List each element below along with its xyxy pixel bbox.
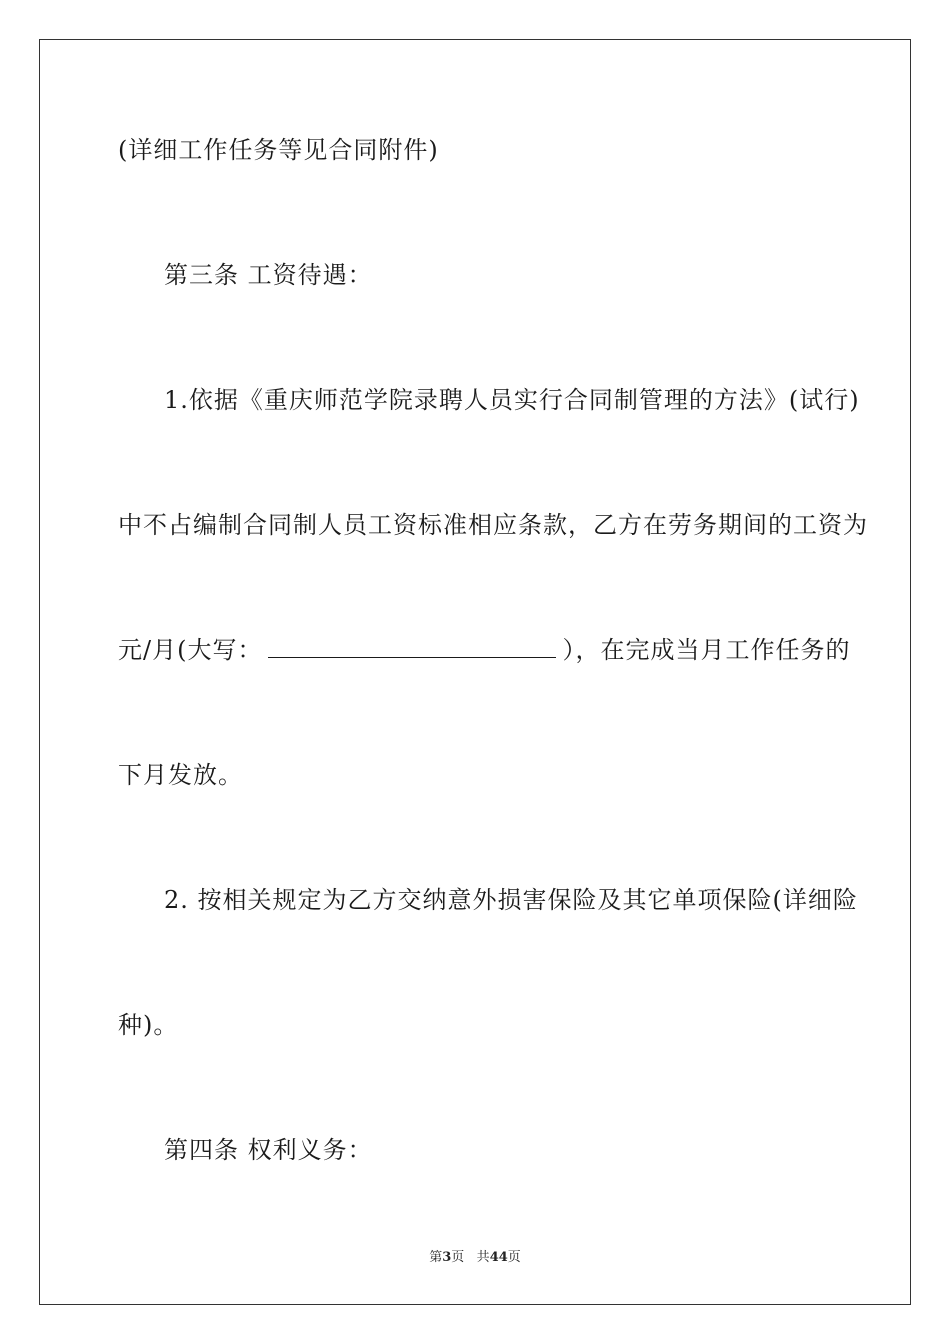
paragraph-salary-clause: 中不占编制合同制人员工资标准相应条款，乙方在劳务期间的工资为 [118, 511, 868, 539]
paragraph-payment-timing: 下月发放。 [118, 761, 243, 789]
footer-total-prefix: 共 [476, 1250, 490, 1265]
paragraph-salary-basis: 1.依据《重庆师范学院录聘人员实行合同制管理的方法》(试行) [164, 386, 860, 414]
salary-uppercase-blank [268, 635, 556, 658]
heading-article-4: 第四条 权利义务： [164, 1136, 373, 1164]
salary-payment-text: ），在完成当月工作任务的 [562, 636, 851, 664]
salary-unit-text: 元/月(大写： [118, 636, 263, 664]
page-frame [39, 39, 911, 1305]
paragraph-insurance-end: 种)。 [118, 1011, 179, 1039]
footer-page-current: 3 [442, 1250, 452, 1265]
footer-total-suffix: 页 [507, 1250, 521, 1265]
paragraph-attachment-note: (详细工作任务等见合同附件) [118, 136, 439, 164]
paragraph-insurance: 2. 按相关规定为乙方交纳意外损害保险及其它单项保险(详细险 [164, 886, 858, 914]
footer-page-suffix: 页 [451, 1250, 465, 1265]
footer-page-total: 44 [489, 1250, 508, 1265]
footer-page-prefix: 第 [429, 1250, 443, 1265]
page-footer [0, 1246, 950, 1265]
heading-article-3: 第三条 工资待遇： [164, 261, 373, 289]
paragraph-salary-amount [118, 635, 850, 665]
